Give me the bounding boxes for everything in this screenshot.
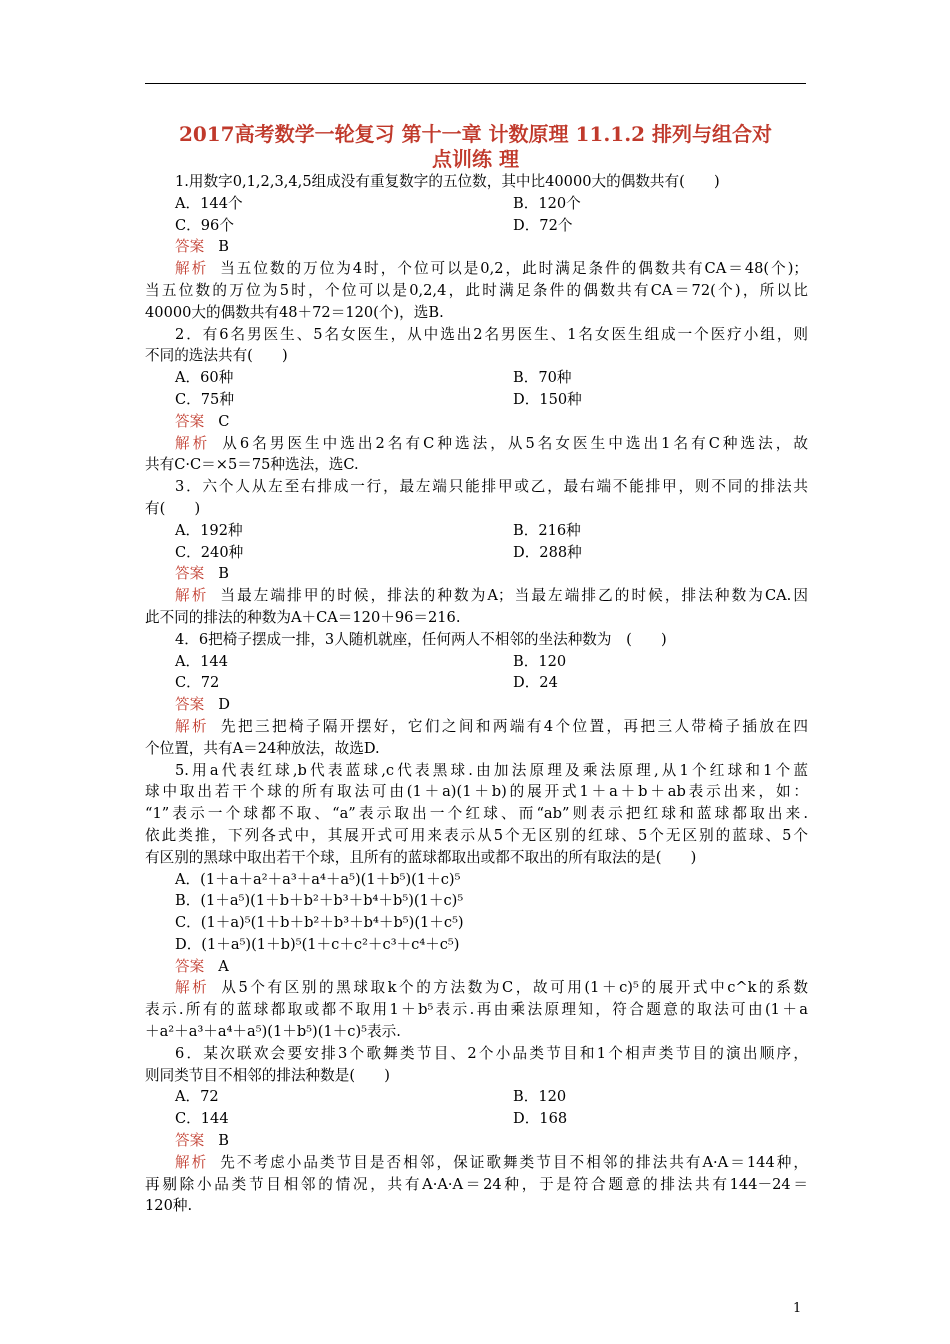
analysis-label: 解析 — [175, 979, 210, 997]
analysis-label: 解析 — [175, 1153, 209, 1171]
analysis-label: 解析 — [175, 587, 209, 605]
q1-answer-value: B — [218, 238, 229, 256]
q6-answer — [145, 1130, 808, 1152]
q5-answer — [145, 956, 808, 978]
q6-explanation-3: 120种. — [145, 1197, 193, 1215]
q3-answer — [145, 563, 808, 585]
q5-stem-2: 球中取出若干个球的所有取法可由(1＋a)(1＋b)的展开式1＋a＋b＋ab表示出来，如： — [145, 783, 808, 801]
q3-explanation-1 — [145, 585, 808, 607]
q6-stem-1: 6．某次联欢会要安排3个歌舞类节目、2个小品类节目和1个相声类节目的演出顺序， — [175, 1044, 808, 1062]
analysis-label: 解析 — [175, 717, 209, 735]
q3-options-row2 — [145, 542, 808, 564]
q1-option-a: A．144个 — [175, 194, 243, 212]
q6-options-row2 — [145, 1108, 808, 1130]
answer-label: 答案 — [175, 565, 205, 583]
q5-option-b: B．(1＋a⁵)(1＋b＋b²＋b³＋b⁴＋b⁵)(1＋c)⁵ — [175, 892, 464, 910]
q3-option-d: D．288种 — [513, 543, 582, 561]
q5-explanation-3: ＋a²＋a³＋a⁴＋a⁵)(1＋b⁵)(1＋c)⁵表示. — [145, 1023, 401, 1041]
q1-exp-text-1: 当五位数的万位为4时，个位可以是0,2，此时满足条件的偶数共有CA＝48(个)； — [220, 260, 808, 278]
q1-explanation-1 — [145, 258, 808, 280]
q1-explanation-2: 当五位数的万位为5时，个位可以是0,2,4，此时满足条件的偶数共有CA＝72(个)，所以比 — [145, 281, 808, 299]
q2-answer-value: C — [218, 412, 230, 430]
q6-exp-text-1: 先不考虑小品类节目是否相邻，保证歌舞类节目不相邻的排法共有A·A＝144种， — [220, 1153, 808, 1171]
q3-stem-2: 有( ) — [145, 499, 201, 517]
q3-option-c: C．240种 — [175, 543, 244, 561]
title-line-2: 点训练 理 — [432, 147, 519, 171]
q6-option-b: B．120 — [513, 1088, 567, 1106]
q5-stem-1: 5.用a代表红球,b代表蓝球,c代表黑球.由加法原理及乘法原理,从1个红球和1个蓝 — [175, 761, 808, 779]
q5-exp-text-1: 从5个有区别的黑球取k个的方法数为C，故可用(1＋c)⁵的展开式中c^k的系数 — [221, 979, 808, 997]
q5-explanation-2: 表示.所有的蓝球都取或都不取用1＋b⁵表示.再由乘法原理知，符合题意的取法可由(1＋a — [145, 1001, 808, 1019]
q4-explanation-2: 个位置，共有A＝24种放法，故选D. — [145, 739, 380, 757]
q5-stem-3: “1”表示一个球都不取、“a”表示取出一个红球、而“ab”则表示把红球和蓝球都取出来. — [145, 805, 808, 823]
q4-stem: 4．6把椅子摆成一排，3人随机就座，任何两人不相邻的坐法种数为 ( ) — [175, 630, 667, 648]
q3-explanation-2: 此不同的排法的种数为A＋CA＝120＋96＝216. — [145, 608, 461, 626]
q1-explanation-3: 40000大的偶数共有48＋72＝120(个)，选B. — [145, 303, 444, 321]
answer-label: 答案 — [175, 238, 205, 256]
q2-stem-1: 2．有6名男医生、5名女医生，从中选出2名男医生、1名女医生组成一个医疗小组，则 — [175, 325, 808, 343]
q2-explanation-1 — [145, 433, 808, 455]
q2-answer — [145, 411, 808, 433]
q2-option-a: A．60种 — [175, 369, 234, 387]
q5-explanation-1 — [145, 977, 808, 999]
q2-exp-text-1: 从6名男医生中选出2名有C种选法，从5名女医生中选出1名有C种选法，故 — [222, 434, 808, 452]
document-body — [145, 171, 808, 1217]
q3-option-a: A．192种 — [175, 521, 243, 539]
answer-label: 答案 — [175, 412, 205, 430]
answer-label: 答案 — [175, 957, 205, 975]
q1-options-row2 — [145, 215, 808, 237]
q2-options-row2 — [145, 389, 808, 411]
q6-answer-value: B — [218, 1132, 229, 1150]
q5-stem-5: 有区别的黑球中取出若干个球，且所有的蓝球都取出或都不取出的所有取法的是( ) — [145, 848, 697, 866]
q4-option-c: C．72 — [175, 674, 220, 692]
header-rule — [145, 83, 806, 84]
q6-option-d: D．168 — [513, 1110, 568, 1128]
q6-stem-2: 则同类节目不相邻的排法种数是( ) — [145, 1066, 390, 1084]
q1-stem: 1.用数字0,1,2,3,4,5组成没有重复数字的五位数，其中比40000大的偶数共有( ) — [175, 173, 720, 190]
q2-explanation-2: 共有C·C＝×5＝75种选法，选C. — [145, 456, 359, 474]
q4-option-a: A．144 — [175, 652, 228, 670]
q5-stem-4: 依此类推，下列各式中，其展开式可用来表示从5个无区别的红球、5个无区别的蓝球、5个 — [145, 826, 808, 844]
q6-explanation-1 — [145, 1152, 808, 1174]
q6-option-a: A．72 — [175, 1088, 219, 1106]
q5-option-a: A．(1＋a＋a²＋a³＋a⁴＋a⁵)(1＋b⁵)(1＋c)⁵ — [175, 870, 461, 888]
page-number: 1 — [793, 1301, 802, 1316]
q2-options-row1 — [145, 367, 808, 389]
q4-options-row2 — [145, 672, 808, 694]
analysis-label: 解析 — [175, 434, 211, 452]
answer-label: 答案 — [175, 1132, 205, 1150]
q4-option-b: B．120 — [513, 652, 567, 670]
q4-answer-value: D — [218, 696, 230, 714]
q5-answer-value: A — [218, 957, 229, 975]
q4-exp-text-1: 先把三把椅子隔开摆好，它们之间和两端有4个位置，再把三人带椅子插放在四 — [220, 717, 808, 735]
q5-option-c: C．(1＋a)⁵(1＋b＋b²＋b³＋b⁴＋b⁵)(1＋c⁵) — [175, 914, 464, 932]
q6-options-row1 — [145, 1086, 808, 1108]
q6-explanation-2: 再剔除小品类节目相邻的情况，共有A·A·A＝24种，于是符合题意的排法共有144－24＝ — [145, 1175, 808, 1193]
answer-label: 答案 — [175, 696, 205, 714]
q1-option-b: B．120个 — [513, 194, 581, 212]
document-title — [145, 122, 806, 172]
q2-option-c: C．75种 — [175, 390, 234, 408]
q4-options-row1 — [145, 651, 808, 673]
q3-option-b: B．216种 — [513, 521, 581, 539]
title-line-1: 2017高考数学一轮复习 第十一章 计数原理 11.1.2 排列与组合对 — [178, 122, 773, 146]
q5-option-d: D．(1＋a⁵)(1＋b)⁵(1＋c＋c²＋c³＋c⁴＋c⁵) — [175, 935, 460, 953]
q6-option-c: C．144 — [175, 1110, 229, 1128]
q3-stem-1: 3．六个人从左至右排成一行，最左端只能排甲或乙，最右端不能排甲，则不同的排法共 — [175, 478, 808, 496]
q2-option-b: B．70种 — [513, 369, 572, 387]
q3-exp-text-1: 当最左端排甲的时候，排法的种数为A；当最左端排乙的时候，排法种数为CA.因 — [220, 587, 808, 605]
q1-answer — [145, 236, 808, 258]
q1-options-row1 — [145, 193, 808, 215]
q4-answer — [145, 694, 808, 716]
q2-option-d: D．150种 — [513, 390, 582, 408]
q1-option-d: D．72个 — [513, 216, 573, 234]
analysis-label: 解析 — [175, 260, 209, 278]
q1-option-c: C．96个 — [175, 216, 234, 234]
q2-stem-2: 不同的选法共有( ) — [145, 347, 288, 365]
q4-explanation-1 — [145, 716, 808, 738]
q4-option-d: D．24 — [513, 674, 558, 692]
q3-options-row1 — [145, 520, 808, 542]
q3-answer-value: B — [218, 565, 229, 583]
